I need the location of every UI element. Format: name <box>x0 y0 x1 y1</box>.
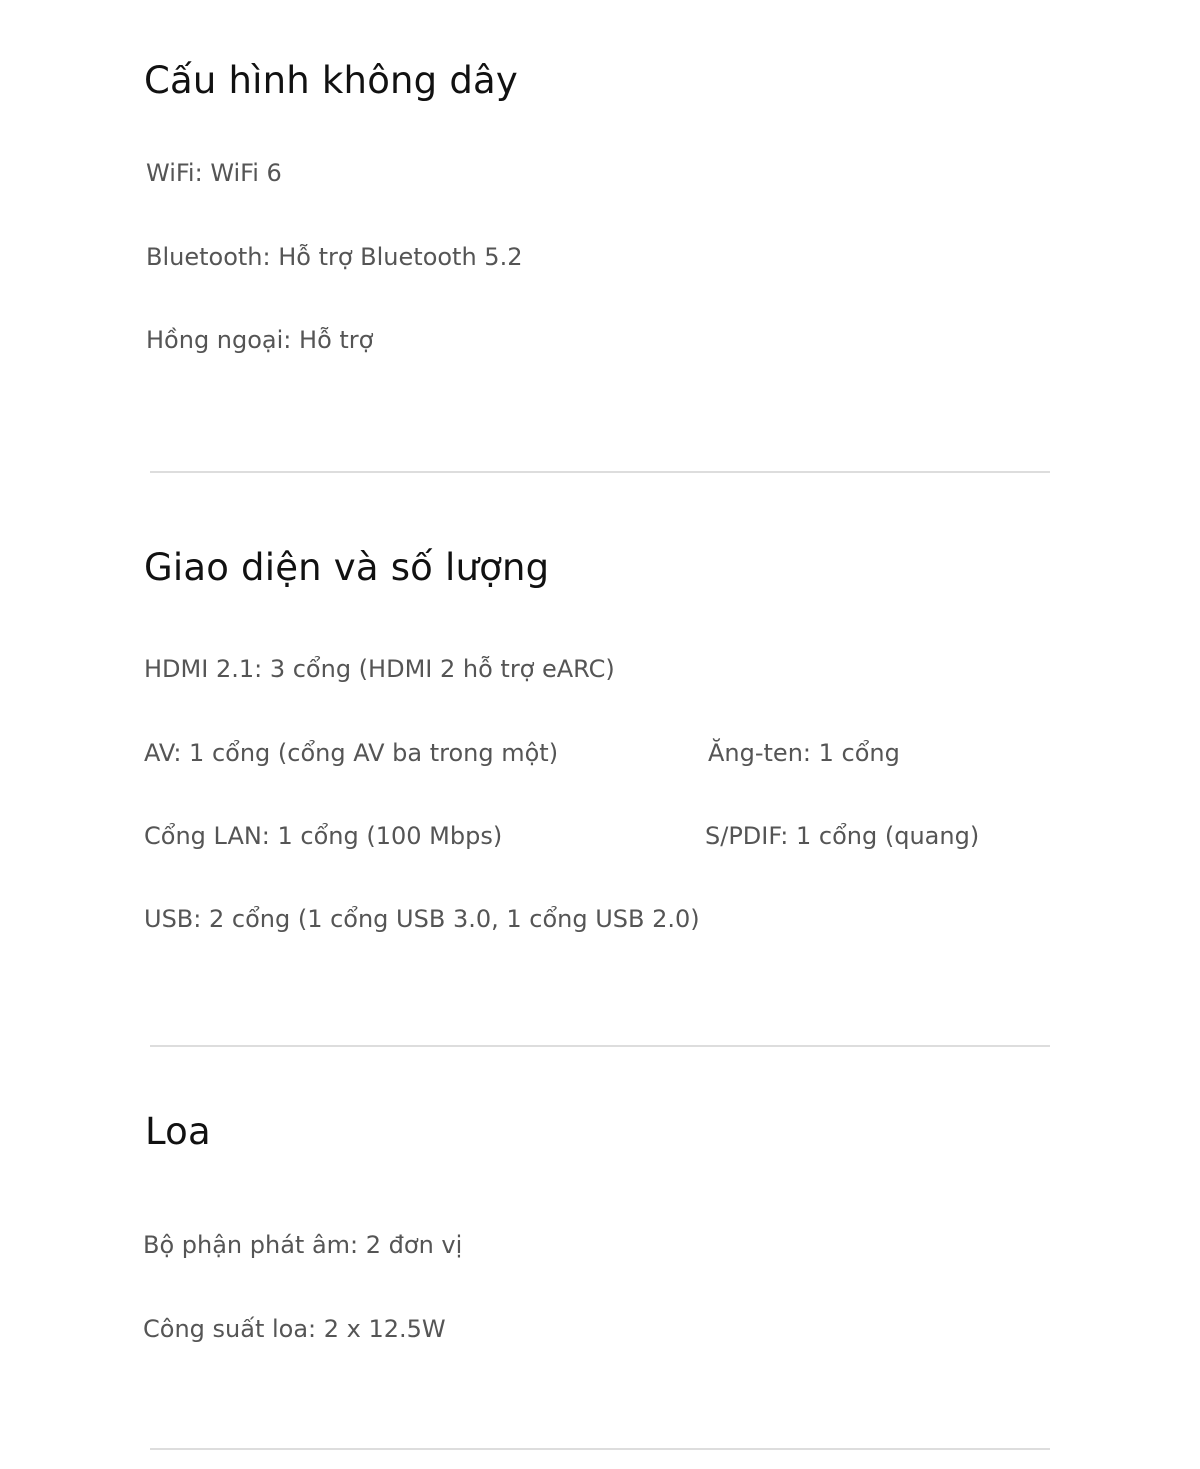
section-divider <box>150 1448 1050 1450</box>
spec-antenna: Ăng-ten: 1 cổng <box>708 739 900 767</box>
spec-infrared: Hồng ngoại: Hỗ trợ <box>146 326 374 354</box>
spec-wifi: WiFi: WiFi 6 <box>146 159 282 187</box>
spec-lan: Cổng LAN: 1 cổng (100 Mbps) <box>144 822 503 850</box>
spec-spdif: S/PDIF: 1 cổng (quang) <box>705 822 980 850</box>
section-title-interfaces: Giao diện và số lượng <box>144 546 550 589</box>
spec-bluetooth: Bluetooth: Hỗ trợ Bluetooth 5.2 <box>146 243 523 271</box>
section-title-wireless: Cấu hình không dây <box>144 59 518 102</box>
section-divider <box>150 471 1050 473</box>
section-divider <box>150 1045 1050 1047</box>
spec-usb: USB: 2 cổng (1 cổng USB 3.0, 1 cổng USB 2.0) <box>144 905 700 933</box>
spec-av: AV: 1 cổng (cổng AV ba trong một) <box>144 739 559 767</box>
spec-hdmi: HDMI 2.1: 3 cổng (HDMI 2 hỗ trợ eARC) <box>144 655 615 683</box>
spec-speaker-power: Công suất loa: 2 x 12.5W <box>143 1315 446 1343</box>
spec-speaker-units: Bộ phận phát âm: 2 đơn vị <box>143 1231 463 1259</box>
section-title-speakers: Loa <box>145 1110 211 1153</box>
